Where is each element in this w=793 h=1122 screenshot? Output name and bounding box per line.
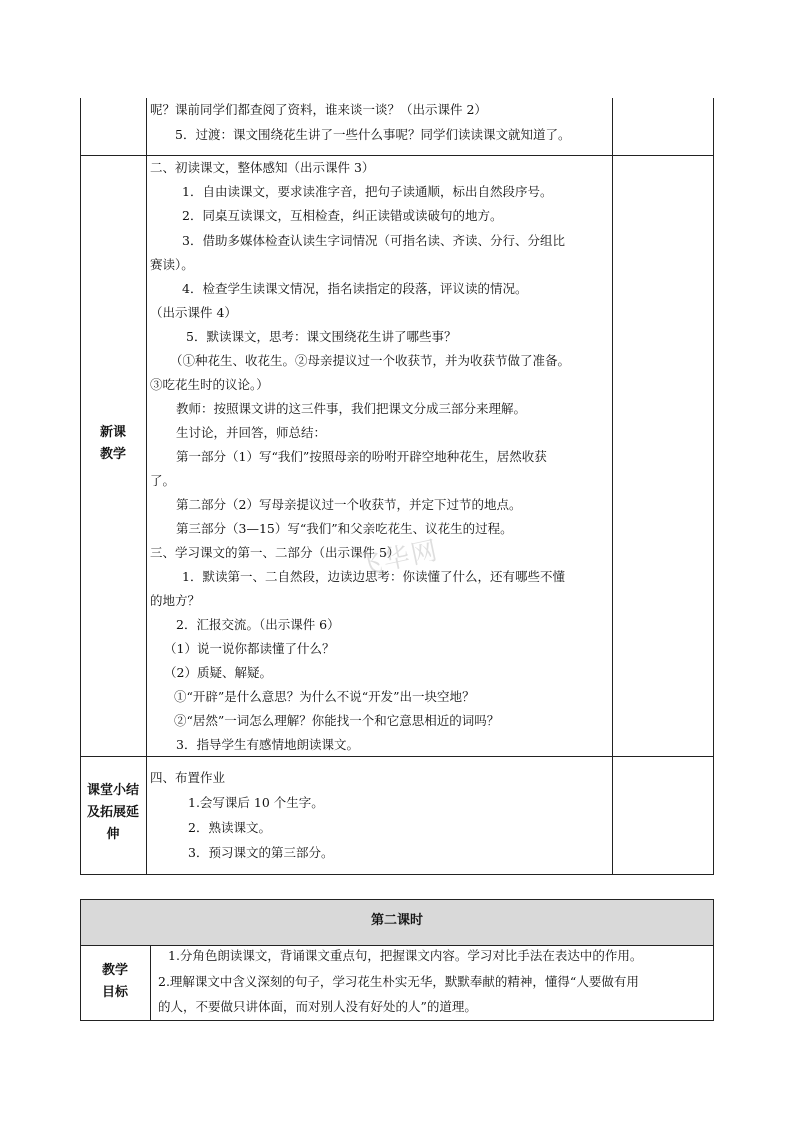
table1-col-divider-2 bbox=[612, 98, 613, 875]
text-line: 的人，不要做只讲体面，而对别人没有好处的人”的道理。 bbox=[158, 999, 477, 1014]
table2-top-border bbox=[80, 899, 714, 900]
table1-row-divider-2 bbox=[80, 756, 714, 757]
text-line: 5．默读课文，思考：课文围绕花生讲了哪些事？ bbox=[186, 329, 457, 344]
table1-left-border bbox=[80, 98, 81, 875]
text-line: 2．同桌互读课文，互相检查，纠正读错或读破句的地方。 bbox=[182, 208, 503, 223]
text-line: ①“开辟”是什么意思？为什么不说“开发”出一块空地？ bbox=[174, 689, 475, 704]
text-line: 3．预习课文的第三部分。 bbox=[188, 845, 334, 860]
text-line: 3．借助多媒体检查认读生字词情况（可指名读、齐读、分行、分组比 bbox=[182, 233, 565, 248]
text-line: 1.会写课后 10 个生字。 bbox=[188, 795, 324, 810]
label-line: 课堂小结 bbox=[86, 783, 139, 798]
goal-label bbox=[80, 960, 150, 1004]
text-line: 2．熟读课文。 bbox=[188, 820, 271, 835]
label-line: 伸 bbox=[106, 827, 120, 842]
text-line: 第一部分（1）写“我们”按照母亲的吩咐开辟空地种花生，居然收获 bbox=[176, 449, 547, 464]
text-line: （1）说一说你都读懂了什么？ bbox=[164, 641, 335, 656]
text-line: 的地方？ bbox=[150, 593, 201, 608]
text-line: 1．自由读课文，要求读准字音，把句子读通顺，标出自然段序号。 bbox=[182, 184, 553, 199]
table2-bottom-border bbox=[80, 1020, 714, 1021]
label-line: 目标 bbox=[101, 985, 128, 1000]
text-line: 1．默读第一、二自然段，边读边思考：你读懂了什么，还有哪些不懂 bbox=[182, 569, 565, 584]
text-line: 第三部分（3—15）写“我们”和父亲吃花生、议花生的过程。 bbox=[176, 521, 513, 536]
text-line: 2.理解课文中含义深刻的句子，学习花生朴实无华，默默奉献的精神，懂得“人要做有用 bbox=[158, 974, 639, 989]
section-heading: 二、初读课文，整体感知（出示课件 3） bbox=[150, 160, 375, 175]
section-heading: 四、布置作业 bbox=[150, 770, 226, 785]
text-line: 赛读）。 bbox=[150, 257, 194, 272]
text-line: ③吃花生时的议论。） bbox=[150, 377, 269, 392]
text-line: （①种花生、收花生。②母亲提议过一个收获节，并为收获节做了准备。 bbox=[170, 353, 571, 368]
text-line: ②“居然”一词怎么理解？你能找一个和它意思相近的词吗？ bbox=[174, 713, 500, 728]
table2-header-divider bbox=[80, 945, 714, 946]
text-line: 了。 bbox=[150, 473, 176, 488]
label-line: 新课 bbox=[99, 425, 126, 440]
text-line: 第二部分（2）写母亲提议过一个收获节，并定下过节的地点。 bbox=[176, 497, 522, 512]
text-line: 呢？课前同学们都查阅了资料，谁来谈一谈？（出示课件 2） bbox=[150, 102, 487, 117]
table1-bottom-border bbox=[80, 874, 714, 875]
section-heading: 三、学习课文的第一、二部分（出示课件 5） bbox=[150, 545, 400, 560]
text-line: （出示课件 4） bbox=[150, 305, 237, 320]
table2-col-divider bbox=[150, 945, 151, 1021]
text-line: 1.分角色朗读课文，背诵课文重点句，把握课文内容。学习对比手法在表达中的作用。 bbox=[168, 948, 643, 963]
text-line: 生讨论，并回答，师总结： bbox=[176, 425, 327, 440]
table1-col-divider-1 bbox=[146, 98, 147, 875]
label-line: 及拓展延 bbox=[86, 805, 139, 820]
text-line: 4．检查学生读课文情况，指名读指定的段落，评议读的情况。 bbox=[182, 281, 528, 296]
watermark-logo: 飞华网 bbox=[353, 535, 442, 583]
label-line: 教学 bbox=[99, 447, 126, 462]
text-line: 2．汇报交流。（出示课件 6） bbox=[176, 617, 340, 632]
text-line: 3．指导学生有感情地朗读课文。 bbox=[176, 737, 359, 752]
table1-row-divider-1 bbox=[80, 155, 714, 156]
table1-right-border bbox=[713, 98, 714, 875]
text-line: 教师：按照课文讲的这三件事，我们把课文分成三部分来理解。 bbox=[176, 401, 527, 416]
new-lesson-label bbox=[80, 422, 146, 466]
text-line: 5．过渡：课文围绕花生讲了一些什么事呢？同学们读读课文就知道了。 bbox=[175, 127, 571, 142]
summary-label bbox=[80, 780, 146, 846]
text-line: （2）质疑、解疑。 bbox=[164, 665, 272, 680]
lesson-header: 第二课时 bbox=[370, 913, 423, 928]
label-line: 教学 bbox=[101, 963, 128, 978]
